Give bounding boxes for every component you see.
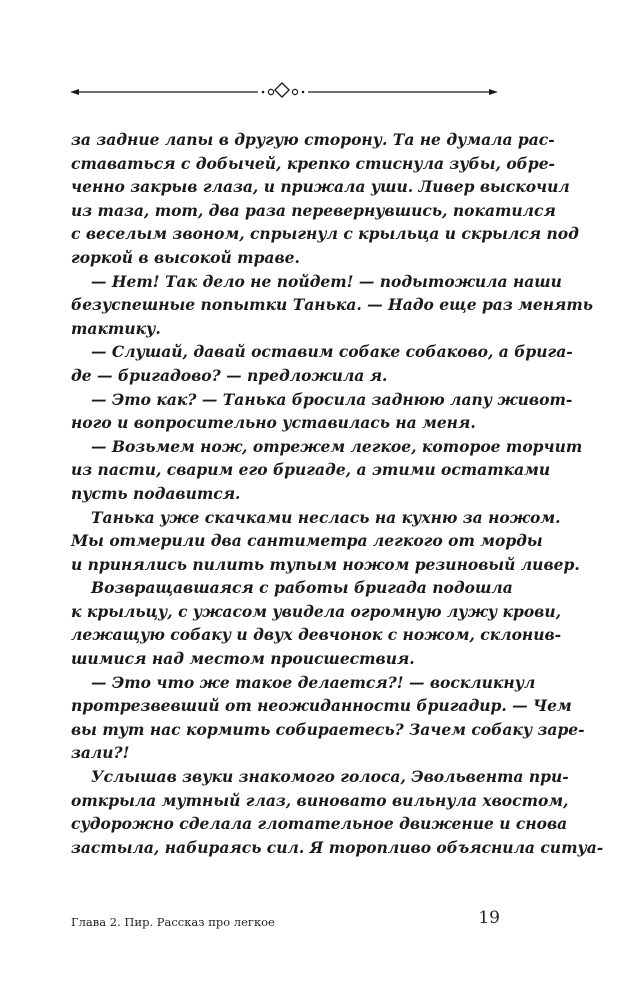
text-line: шимися над местом происшествия. xyxy=(71,649,415,669)
text-line: из пасти, сварим его бригаде, а этими остатками xyxy=(71,460,551,480)
text-line: лежащую собаку и двух девчонок с ножом, склонив- xyxy=(71,625,562,645)
text-line: и принялись пилить тупым ножом резиновый ливер. xyxy=(71,554,580,574)
text-line: открыла мутный глаз, виновато вильнула хвостом, xyxy=(71,790,569,810)
text-line: пусть подавится. xyxy=(71,483,241,503)
page-number: 19 xyxy=(478,908,500,928)
text-line: из таза, тот, два раза перевернувшись, покатился xyxy=(71,200,556,220)
text-line: Мы отмерили два сантиметра легкого от морды xyxy=(71,531,543,551)
text-line: ного и вопросительно уставилась на меня. xyxy=(71,413,476,433)
running-title: Глава 2. Пир. Рассказ про легкое xyxy=(71,915,275,929)
text-line: застыла, набираясь сил. Я торопливо объяснила ситуа- xyxy=(71,837,604,857)
text-line: горкой в высокой траве. xyxy=(71,247,300,267)
text-line: — Нет! Так дело не пойдет! — подытожила наши xyxy=(91,271,562,291)
text-line: тактику. xyxy=(71,318,161,338)
text-line: за задние лапы в другую сторону. Та не думала рас- xyxy=(71,130,555,149)
text-line: к крыльцу, с ужасом увидела огромную лужу крови, xyxy=(71,601,561,621)
text-line: ченно закрыв глаза, и прижала уши. Ливер выскочил xyxy=(71,177,570,197)
text-line: Услышав звуки знакомого голоса, Эвольвента при- xyxy=(91,767,569,787)
text-line: — Это что же такое делается?! — воскликнул xyxy=(91,672,536,692)
text-line: — Слушай, давай оставим собаке собаково, а брига- xyxy=(91,342,573,362)
text-line: вы тут нас кормить собираетесь? Зачем собаку заре- xyxy=(71,719,585,739)
text-line: Возвращавшаяся с работы бригада подошла xyxy=(91,578,513,598)
text-line: — Это как? — Танька бросила заднюю лапу живот- xyxy=(91,389,573,409)
text-line: с веселым звоном, спрыгнул с крыльца и скрылся под xyxy=(71,224,579,244)
text-line: безуспешные попытки Танька. — Надо еще раз менять xyxy=(71,295,593,315)
text-line: Танька уже скачками неслась на кухню за ножом. xyxy=(91,507,561,527)
divider-ornament-icon xyxy=(70,80,498,104)
text-line: — Возьмем нож, отрежем легкое, которое торчит xyxy=(91,436,583,456)
body-text xyxy=(71,128,604,859)
text-line: судорожно сделала глотательное движение и снова xyxy=(71,814,568,834)
text-line: де — бригадово? — предложила я. xyxy=(71,365,388,385)
text-line: ставаться с добычей, крепко стиснула зубы, обре- xyxy=(71,153,555,173)
text-line: зали?! xyxy=(71,743,130,763)
text-line: протрезвевший от неожиданности бригадир. — Чем xyxy=(71,696,572,716)
